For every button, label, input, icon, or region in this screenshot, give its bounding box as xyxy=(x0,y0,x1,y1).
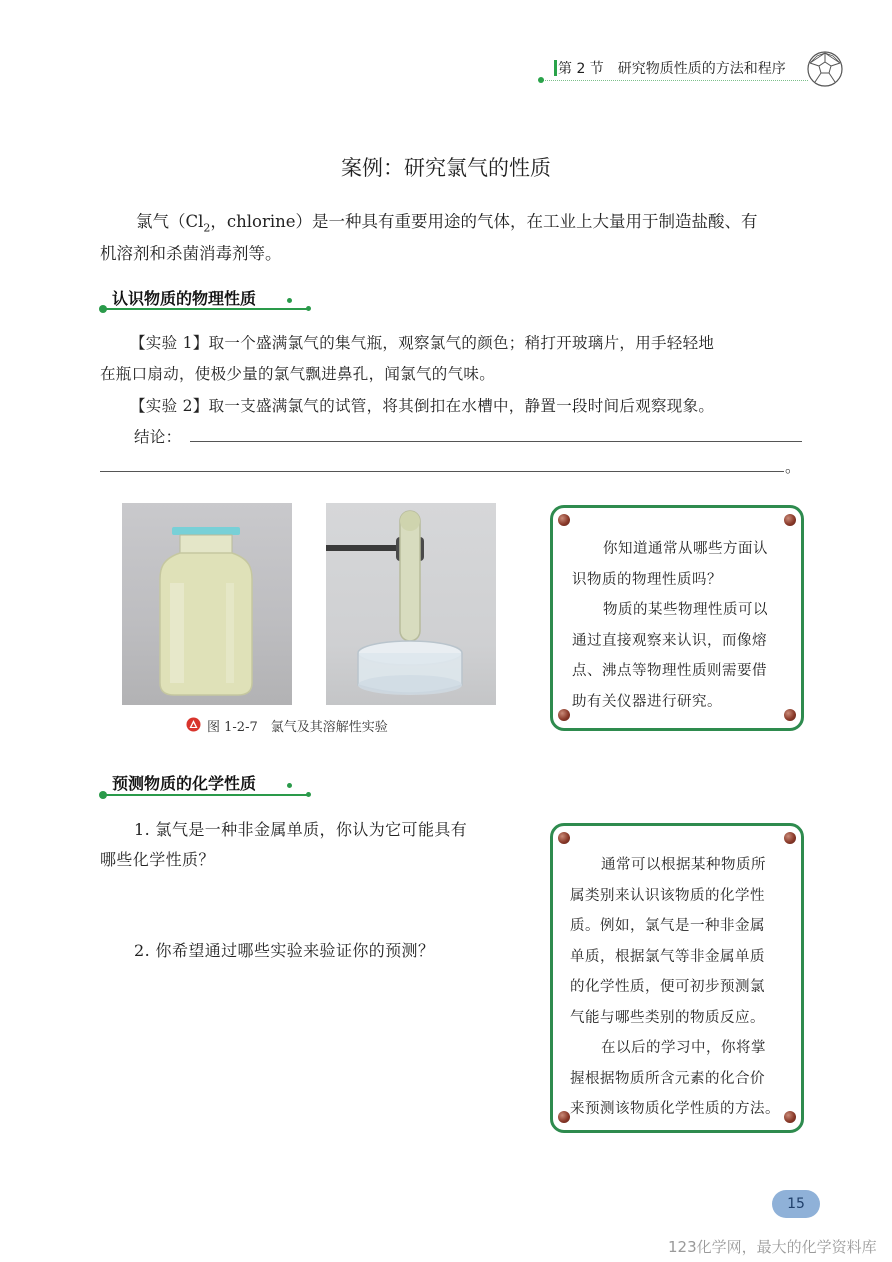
experiment-1-line-2: 在瓶口扇动，使极少量的氯气飘进鼻孔，闻氯气的气味。 xyxy=(100,365,496,383)
section-heading-rule xyxy=(104,308,310,310)
section-heading-physical: 认识物质的物理性质 xyxy=(112,289,257,308)
section-heading-dot xyxy=(99,305,107,313)
header-rule-dot xyxy=(538,77,544,83)
site-watermark: 123化学网，最大的化学资料库 xyxy=(668,1238,877,1256)
conclusion-period: 。 xyxy=(785,458,801,476)
conclusion-blank-line-1[interactable] xyxy=(190,441,802,442)
test-tube-illustration xyxy=(326,503,496,705)
gas-jar-illustration xyxy=(122,503,292,705)
question-1-line-2: 哪些化学性质？ xyxy=(100,850,215,869)
section-heading-dot-small xyxy=(306,306,311,311)
conclusion-label: 结论： xyxy=(134,428,182,446)
note-rivet xyxy=(558,832,570,844)
note-rivet xyxy=(558,709,570,721)
page-number-badge: 15 xyxy=(772,1190,820,1218)
question-2: 2. 你希望通过哪些实验来验证你的预测？ xyxy=(134,941,435,960)
photo-test-tube-in-water xyxy=(326,503,496,705)
note-rivet xyxy=(558,514,570,526)
section-heading-dot-small xyxy=(287,783,292,788)
photo-chlorine-gas-jar xyxy=(122,503,292,705)
note-rivet xyxy=(784,514,796,526)
section-heading-dot xyxy=(99,791,107,799)
header-rule xyxy=(540,80,808,81)
note-2-text: 通常可以根据某种物质所 属类别来认识该物质的化学性 质。例如，氯气是一种非金属 单质，根据氯气等非金属单质 的化学性质，便可初步预测氯 气能与哪些类别的物质反应。 在以后的学习中，你将掌 握根据物质所含元素的化合价 来预测该物质化学性质的方法。 xyxy=(570,857,780,1117)
section-heading-dot-small xyxy=(287,298,292,303)
section-heading-rule xyxy=(104,794,310,796)
header-accent-bar xyxy=(554,60,557,76)
section-header-title: 第 2 节 研究物质性质的方法和程序 xyxy=(558,61,786,77)
experiment-2: 【实验 2】取一支盛满氯气的试管，将其倒扣在水槽中，静置一段时间后观察现象。 xyxy=(130,397,715,415)
note-1-text: 你知道通常从哪些方面认 识物质的物理性质吗？ 物质的某些物理性质可以 通过直接观察来认识，而像熔 点、沸点等物理性质则需要借 助有关仪器进行研究。 xyxy=(572,541,768,710)
intro-line-1: 氯气（$Cl_2$，chlorine）是一种具有重要用途的气体，在工业上大量用于制造盐酸、有 xyxy=(136,212,758,235)
conclusion-blank-line-2[interactable] xyxy=(100,471,784,472)
caption-triangle-icon xyxy=(186,717,201,732)
question-1-line-1: 1. 氯气是一种非金属单质，你认为它可能具有 xyxy=(134,820,468,839)
figure-caption: 图 1-2-7 氯气及其溶解性实验 xyxy=(207,720,388,735)
section-heading-dot-small xyxy=(306,792,311,797)
intro-line-2: 机溶剂和杀菌消毒剂等。 xyxy=(100,244,282,263)
section-heading-chemical: 预测物质的化学性质 xyxy=(112,774,257,793)
experiment-1-line-1: 【实验 1】取一个盛满氯气的集气瓶，观察氯气的颜色；稍打开玻璃片，用手轻轻地 xyxy=(130,334,715,352)
note-rivet xyxy=(784,832,796,844)
page-title: 案例：研究氯气的性质 xyxy=(341,156,551,180)
note-rivet xyxy=(558,1111,570,1123)
fullerene-ball-icon xyxy=(806,50,844,88)
